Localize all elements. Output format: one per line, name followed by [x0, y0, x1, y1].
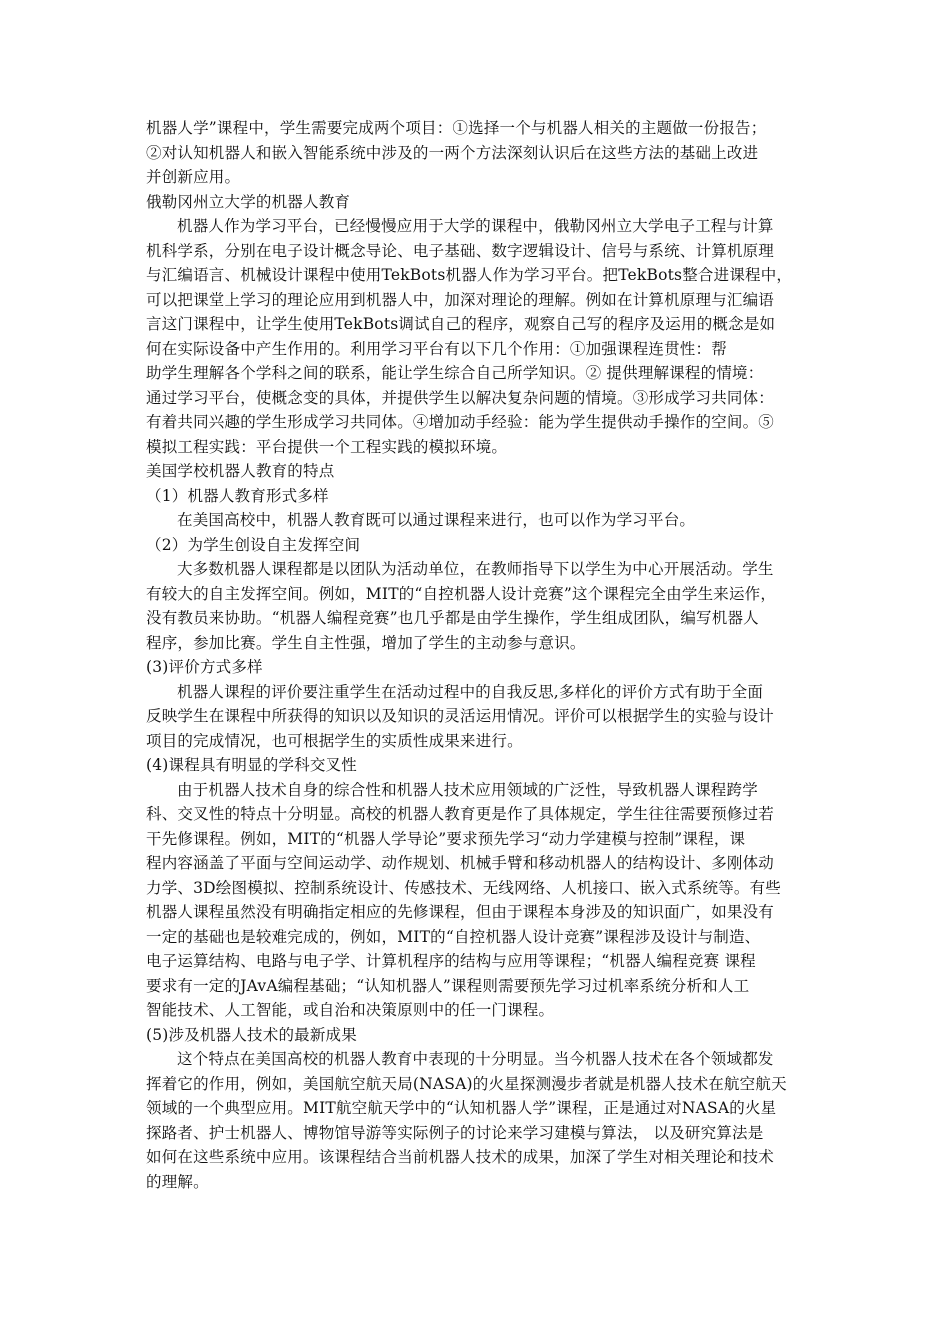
text-line: 言这门课程中，让学生使用TekBots调试自己的程序，观察自己写的程序及运用的概念是如 — [146, 315, 776, 333]
text-line: 机器人学”课程中，学生需要完成两个项目：①选择一个与机器人相关的主题做一份报告； — [146, 119, 767, 137]
text-line: 程内容涵盖了平面与空间运动学、动作规划、机械手臂和移动机器人的结构设计、多刚体动 — [146, 854, 775, 872]
text-line: 并创新应用。 — [146, 168, 241, 186]
text-line: 有着共同兴趣的学生形成学习共同体。④增加动手经验：能为学生提供动手操作的空间。⑤ — [146, 413, 775, 431]
text-line: 助学生理解各个学科之间的联系，能让学生综合自己所学知识。② 提供理解课程的情境： — [146, 364, 764, 382]
text-line: 一定的基础也是较难完成的，例如，MIT的“自控机器人设计竞赛”课程涉及设计与制造、 — [146, 927, 761, 946]
text-line: 由于机器人技术自身的综合性和机器人技术应用领域的广泛性，导致机器人课程跨学 — [177, 780, 758, 799]
text-line: （2）为学生创设自主发挥空间 — [146, 535, 361, 554]
text-line: 项目的完成情况，也可根据学生的实质性成果来进行。 — [146, 731, 523, 750]
document-page — [146, 116, 810, 1194]
text-line: （1）机器人教育形式多样 — [146, 486, 329, 505]
text-line: 可以把课堂上学习的理论应用到机器人中，加深对理论的理解。例如在计算机原理与汇编语 — [146, 290, 775, 309]
text-line: 美国学校机器人教育的特点 — [146, 462, 335, 480]
text-line: 探路者、护士机器人、博物馆导游等实际例子的讨论来学习建模与算法， 以及研究算法是 — [146, 1123, 764, 1142]
text-line: 反映学生在课程中所获得的知识以及知识的灵活运用情况。评价可以根据学生的实验与设计 — [146, 707, 775, 725]
text-line: 在美国高校中，机器人教育既可以通过课程来进行，也可以作为学习平台。 — [177, 511, 696, 529]
text-line: (3)评价方式多样 — [146, 658, 263, 676]
text-line: 机科学系，分别在电子设计概念导论、电子基础、数字逻辑设计、信号与系统、计算机原理 — [146, 241, 775, 260]
text-line: 这个特点在美国高校的机器人教育中表现的十分明显。当今机器人技术在各个领域都发 — [177, 1050, 774, 1068]
text-line: 机器人作为学习平台，已经慢慢应用于大学的课程中，俄勒冈州立大学电子工程与计算 — [177, 217, 774, 235]
text-line: 科、交叉性的特点十分明显。高校的机器人教育更是作了具体规定，学生往往需要预修过若 — [146, 805, 775, 823]
text-line: 有较大的自主发挥空间。例如，MIT的“自控机器人设计竞赛”这个课程完全由学生来运作， — [146, 584, 777, 603]
text-line: 机器人课程虽然没有明确指定相应的先修课程，但由于课程本身涉及的知识面广，如果没有 — [146, 903, 775, 921]
text-line: 智能技术、人工智能，或自治和决策原则中的任一门课程。 — [146, 1001, 555, 1019]
text-line: 的理解。 — [146, 1172, 209, 1191]
text-line: 领域的一个典型应用。MIT航空航天学中的“认知机器人学”课程，正是通过对NASA的火星 — [146, 1099, 777, 1117]
text-line: 程序，参加比赛。学生自主性强，增加了学生的主动参与意识。 — [146, 633, 586, 652]
text-line: 没有教员来协助。“机器人编程竞赛”也几乎都是由学生操作，学生组成团队，编写机器人 — [146, 609, 759, 627]
text-line: 干先修课程。例如，MIT的“机器人学导论”要求预先学习“动力学建模与控制”课程，课 — [146, 829, 746, 848]
text-line: 大多数机器人课程都是以团队为活动单位，在教师指导下以学生为中心开展活动。学生 — [177, 560, 774, 578]
text-line: 机器人课程的评价要注重学生在活动过程中的自我反思,多样化的评价方式有助于全面 — [177, 682, 764, 701]
text-line: 要求有一定的JAvA编程基础；“认知机器人”课程则需要预先学习过机率系统分析和人工 — [146, 976, 750, 995]
text-line: 力学、3D绘图模拟、控制系统设计、传感技术、无线网络、人机接口、嵌入式系统等。有些 — [146, 878, 781, 897]
text-line: 与汇编语言、机械设计课程中使用TekBots机器人作为学习平台。把TekBots整合进课程中， — [146, 266, 793, 284]
text-line: 如何在这些系统中应用。该课程结合当前机器人技术的成果，加深了学生对相关理论和技术 — [146, 1148, 775, 1166]
text-line: (5)涉及机器人技术的最新成果 — [146, 1025, 357, 1044]
text-line: 挥着它的作用，例如，美国航空航天局(NASA)的火星探测漫步者就是机器人技术在航空航天 — [146, 1074, 787, 1093]
text-line: 俄勒冈州立大学的机器人教育 — [146, 192, 351, 211]
text-line: ②对认知机器人和嵌入智能系统中涉及的一两个方法深刻认识后在这些方法的基础上改进 — [146, 143, 759, 162]
text-line: 何在实际设备中产生作用的。利用学习平台有以下几个作用：①加强课程连贯性：帮 — [146, 339, 727, 358]
text-line: 模拟工程实践：平台提供一个工程实践的模拟环境。 — [146, 437, 508, 456]
text-line: 通过学习平台，使概念变的具体，并提供学生以解决复杂问题的情境。③形成学习共同体： — [146, 388, 775, 407]
text-line: 电子运算结构、电路与电子学、计算机程序的结构与应用等课程；“机器人编程竞赛 课程 — [146, 952, 756, 970]
text-line: (4)课程具有明显的学科交叉性 — [146, 756, 357, 774]
